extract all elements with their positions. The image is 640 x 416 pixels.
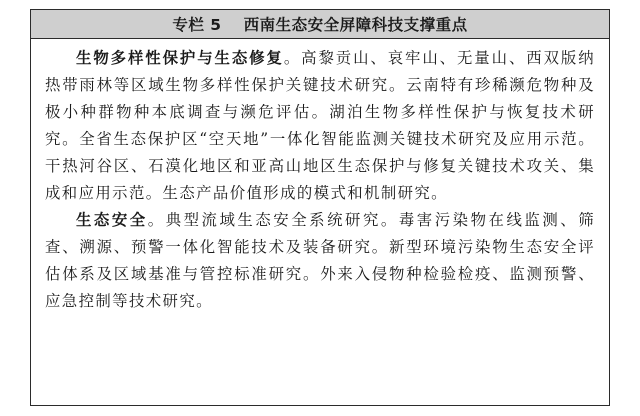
column-label: 专栏 5 [172, 16, 222, 34]
column-body [31, 39, 609, 315]
column-box [30, 9, 610, 406]
paragraph-biodiversity [45, 45, 595, 207]
paragraph-ecological-security [45, 207, 595, 315]
paragraph-heading-punct: 。 [147, 211, 166, 229]
column-header [31, 10, 609, 39]
paragraph-heading-punct: 。 [283, 49, 302, 67]
paragraph-heading: 生态安全 [76, 211, 148, 229]
paragraph-heading: 生物多样性保护与生态修复 [76, 49, 284, 67]
paragraph-text: 高黎贡山、哀牢山、无量山、西双版纳热带雨林等区域生物多样性保护关键技术研究。云南特有珍稀濒危物种及极小种群物种本底调查与濒危评估。湖泊生物多样性保护与恢复技术研究。全省生态保护区“空天地”一体化智能监测关键技术研究及应用示范。干热河谷区、石漠化地区和亚高山地区生态保护与修复关键技术攻关、集成和应用示范。生态产品价值形成的模式和机制研究。 [45, 49, 595, 202]
paragraph-text: 典型流域生态安全系统研究。毒害污染物在线监测、筛查、溯源、预警一体化智能技术及装备研究。新型环境污染物生态安全评估体系及区域基准与管控标准研究。外来入侵物种检验检疫、监测预警、应急控制等技术研究。 [45, 211, 595, 310]
column-title: 西南生态安全屏障科技支撑重点 [243, 16, 468, 34]
